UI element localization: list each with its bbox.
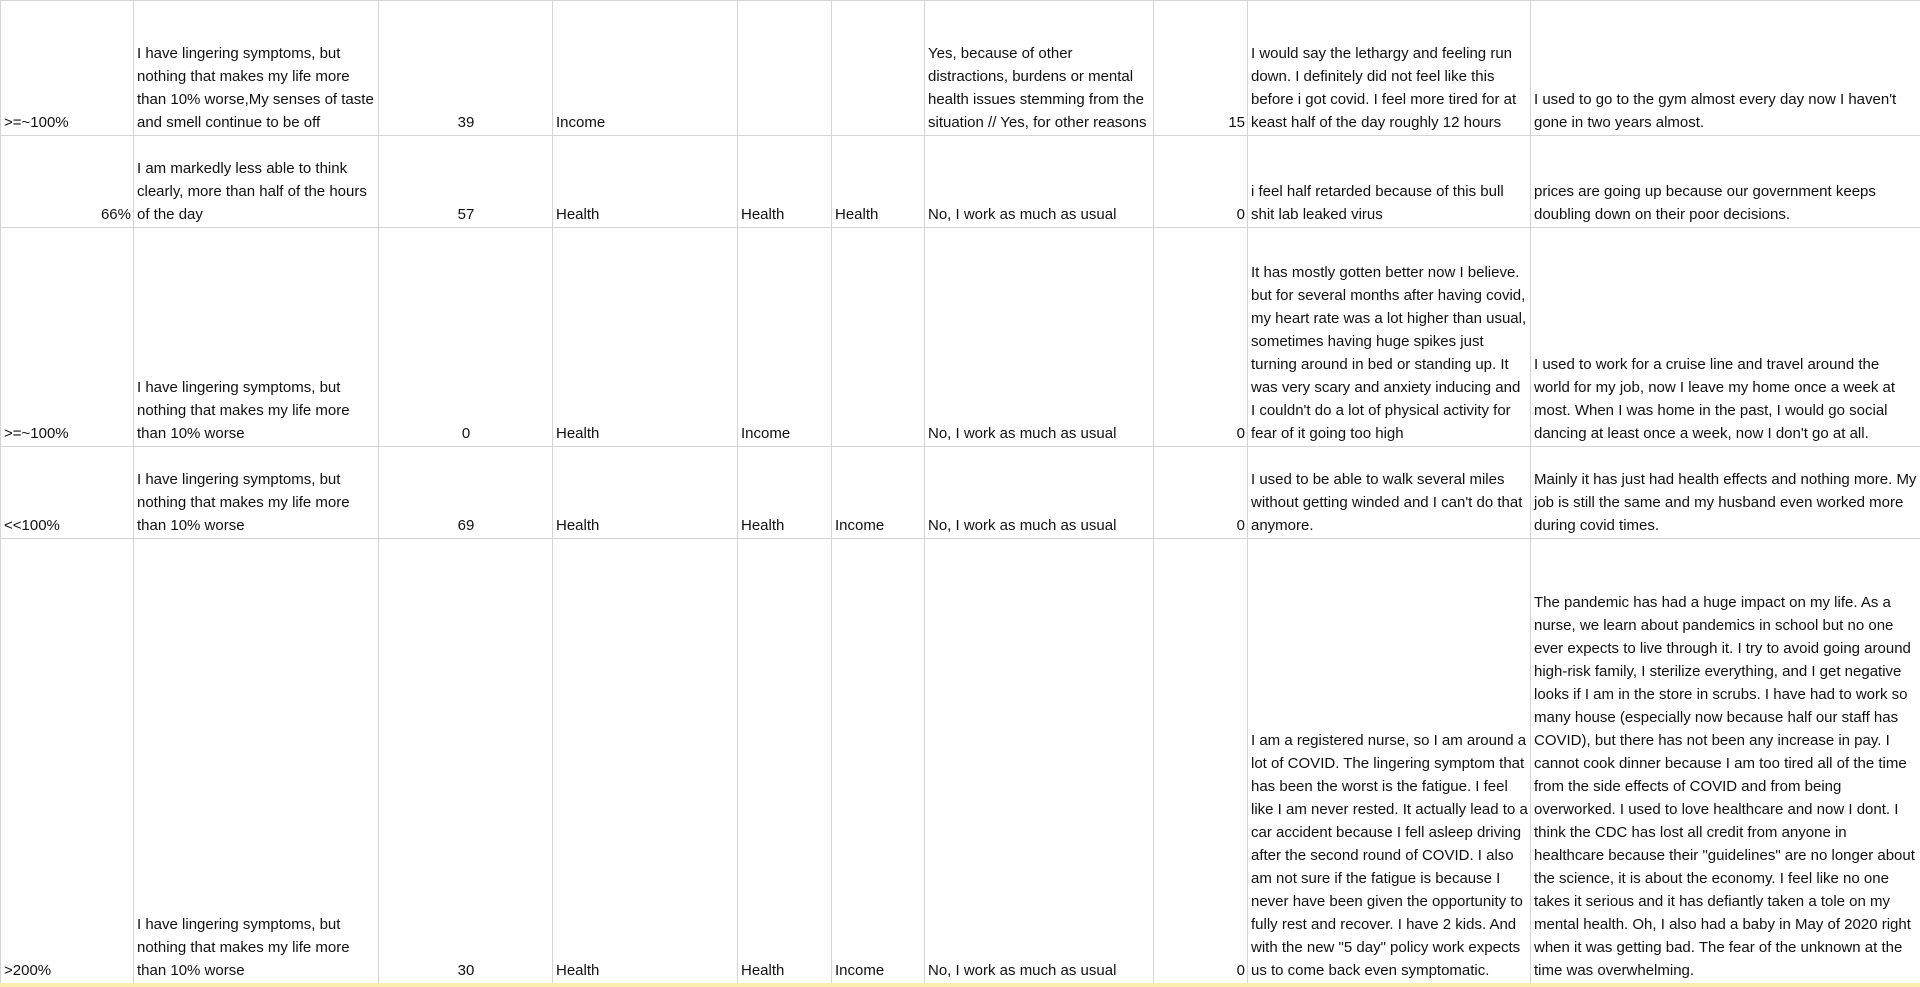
cell-work[interactable]: Yes, because of other distractions, burdens or mental health issues stemming from the situation // Yes, for other reasons — [925, 1, 1154, 136]
selection-highlight — [0, 983, 1920, 987]
cell-impact-3[interactable]: Health — [832, 136, 925, 228]
cell-hours[interactable]: 0 — [1154, 136, 1248, 228]
cell-impact-3[interactable]: Income — [832, 539, 925, 984]
cell-impact-2[interactable]: Income — [738, 228, 832, 447]
cell-age[interactable]: 39 — [379, 1, 553, 136]
cell-work[interactable]: No, I work as much as usual — [925, 228, 1154, 447]
cell-life-changes[interactable]: Mainly it has just had health effects and nothing more. My job is still the same and my husband even worked more during covid times. — [1531, 447, 1920, 539]
cell-age[interactable]: 57 — [379, 136, 553, 228]
cell-life-changes[interactable]: The pandemic has had a huge impact on my life. As a nurse, we learn about pandemics in school but no one ever expects to live through it. I try to avoid going around high-risk family, I sterilize everything, and I get negative looks if I am in the store in scrubs. I have had to work so many house (especially now because half our staff has COVID), but there has not been any increase in pay. I cannot cook dinner because I am too tired all of the time from the side effects of COVID and from being overworked. I used to love healthcare and now I dont. I think the CDC has lost all credit from anyone in healthcare because their "guidelines" are no longer about the science, it is about the economy. I feel like no one takes it serious and it has defiantly taken a tole on my mental health. Oh, I also had a baby in May of 2020 right when it was getting bad. The fear of the unknown at the time was overwhelming. — [1531, 539, 1920, 984]
cell-impact-1[interactable]: Health — [553, 228, 738, 447]
cell-describe-symptoms[interactable]: It has mostly gotten better now I believe. but for several months after having covid, my heart rate was a lot higher than usual, sometimes having huge spikes just turning around in bed or standing up. It was very scary and anxiety inducing and I couldn't do a lot of physical activity for fear of it going too high — [1248, 228, 1531, 447]
cell-age[interactable]: 69 — [379, 447, 553, 539]
table-row — [1, 228, 1920, 447]
cell-impact-1[interactable]: Health — [553, 447, 738, 539]
table-body — [1, 1, 1920, 984]
cell-work[interactable]: No, I work as much as usual — [925, 539, 1154, 984]
cell-symptoms[interactable]: I am markedly less able to think clearly, more than half of the hours of the day — [134, 136, 379, 228]
cell-recovery[interactable]: >=~100% — [1, 1, 134, 136]
cell-work[interactable]: No, I work as much as usual — [925, 447, 1154, 539]
cell-recovery[interactable]: <<100% — [1, 447, 134, 539]
cell-recovery[interactable]: >200% — [1, 539, 134, 984]
cell-describe-symptoms[interactable]: I am a registered nurse, so I am around a lot of COVID. The lingering symptom that has been the worst is the fatigue. I feel like I am never rested. It actually lead to a car accident because I fell asleep driving after the second round of COVID. I also am not sure if the fatigue is because I never have been given the opportunity to fully rest and recover. I have 2 kids. And with the new "5 day" policy work expects us to come back even symptomatic. — [1248, 539, 1531, 984]
cell-impact-3[interactable] — [832, 228, 925, 447]
cell-impact-3[interactable]: Income — [832, 447, 925, 539]
cell-recovery[interactable]: 66% — [1, 136, 134, 228]
cell-impact-1[interactable]: Health — [553, 136, 738, 228]
table-row — [1, 447, 1920, 539]
cell-impact-1[interactable]: Health — [553, 539, 738, 984]
cell-work[interactable]: No, I work as much as usual — [925, 136, 1154, 228]
cell-describe-symptoms[interactable]: I would say the lethargy and feeling run down. I definitely did not feel like this before i got covid. I feel more tired for at keast half of the day roughly 12 hours — [1248, 1, 1531, 136]
cell-impact-2[interactable] — [738, 1, 832, 136]
cell-hours[interactable]: 15 — [1154, 1, 1248, 136]
cell-hours[interactable]: 0 — [1154, 539, 1248, 984]
table-row — [1, 136, 1920, 228]
cell-life-changes[interactable]: I used to work for a cruise line and travel around the world for my job, now I leave my home once a week at most. When I was home in the past, I would go social dancing at least once a week, now I don't go at all. — [1531, 228, 1920, 447]
cell-symptoms[interactable]: I have lingering symptoms, but nothing that makes my life more than 10% worse,My senses of taste and smell continue to be off — [134, 1, 379, 136]
table-row — [1, 539, 1920, 984]
cell-describe-symptoms[interactable]: i feel half retarded because of this bull shit lab leaked virus — [1248, 136, 1531, 228]
cell-impact-2[interactable]: Health — [738, 447, 832, 539]
cell-life-changes[interactable]: prices are going up because our government keeps doubling down on their poor decisions. — [1531, 136, 1920, 228]
cell-recovery[interactable]: >=~100% — [1, 228, 134, 447]
cell-impact-2[interactable]: Health — [738, 136, 832, 228]
cell-symptoms[interactable]: I have lingering symptoms, but nothing that makes my life more than 10% worse — [134, 228, 379, 447]
cell-age[interactable]: 0 — [379, 228, 553, 447]
cell-describe-symptoms[interactable]: I used to be able to walk several miles without getting winded and I can't do that anymore. — [1248, 447, 1531, 539]
cell-hours[interactable]: 0 — [1154, 228, 1248, 447]
cell-impact-1[interactable]: Income — [553, 1, 738, 136]
cell-impact-2[interactable]: Health — [738, 539, 832, 984]
cell-hours[interactable]: 0 — [1154, 447, 1248, 539]
table-row — [1, 1, 1920, 136]
cell-impact-3[interactable] — [832, 1, 925, 136]
cell-age[interactable]: 30 — [379, 539, 553, 984]
cell-life-changes[interactable]: I used to go to the gym almost every day now I haven't gone in two years almost. — [1531, 1, 1920, 136]
cell-symptoms[interactable]: I have lingering symptoms, but nothing that makes my life more than 10% worse — [134, 539, 379, 984]
cell-symptoms[interactable]: I have lingering symptoms, but nothing that makes my life more than 10% worse — [134, 447, 379, 539]
